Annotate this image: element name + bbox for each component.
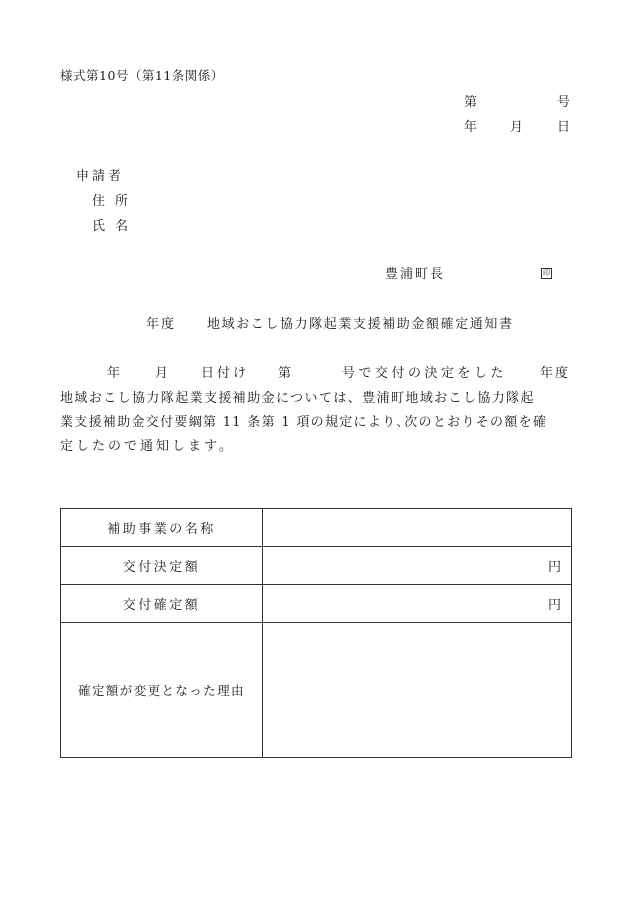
table-row <box>61 509 571 547</box>
address-label: 住所 <box>92 194 139 209</box>
subsidy-table <box>60 508 572 758</box>
date-year-label: 年 <box>464 120 478 135</box>
date-month-label: 月 <box>510 120 524 135</box>
table-row-label: 交付決定額 <box>61 547 263 584</box>
document-title-year: 年度 <box>146 317 177 332</box>
body-number-prefix: 第 <box>278 366 292 381</box>
body-fiscal-year-label: 年度 <box>540 366 571 381</box>
table-row <box>61 585 571 623</box>
name-label: 氏名 <box>92 219 139 234</box>
table-row-value <box>263 509 571 546</box>
form-number-label: 様式第10号（第11条関係） <box>60 68 224 83</box>
issuer-title: 豊浦町長 <box>385 267 446 282</box>
date-day-label: 日 <box>557 120 571 135</box>
table-row <box>61 623 571 757</box>
body-text-line: 地域おこし協力隊起業支援補助金については、豊浦町地域おこし協力隊起 <box>60 391 535 406</box>
body-dated-label: 日付け <box>201 366 250 381</box>
document-number-suffix: 号 <box>557 95 571 110</box>
body-number-suffix: 号で交付の決定をした <box>342 366 508 381</box>
body-text-line: 定したので通知します。 <box>60 439 235 454</box>
body-year-label: 年 <box>107 366 121 381</box>
table-row <box>61 547 571 585</box>
table-row-label: 交付確定額 <box>61 585 263 622</box>
document-title: 地域おこし協力隊起業支援補助金額確定通知書 <box>207 317 514 332</box>
document-number-prefix: 第 <box>464 95 478 110</box>
seal-icon: 印 <box>543 269 550 277</box>
table-row-value: 円 <box>547 598 561 613</box>
table-row-label: 補助事業の名称 <box>61 509 263 546</box>
body-month-label: 月 <box>155 366 169 381</box>
body-text-line: 業支援補助金交付要綱第 11 条第 1 項の規定により､次のとおりその額を確 <box>60 415 548 430</box>
table-row-value: 円 <box>547 560 561 575</box>
table-row-label: 確定額が変更となった理由 <box>61 623 263 757</box>
applicant-label: 申請者 <box>76 169 125 184</box>
table-row-value <box>263 623 571 757</box>
